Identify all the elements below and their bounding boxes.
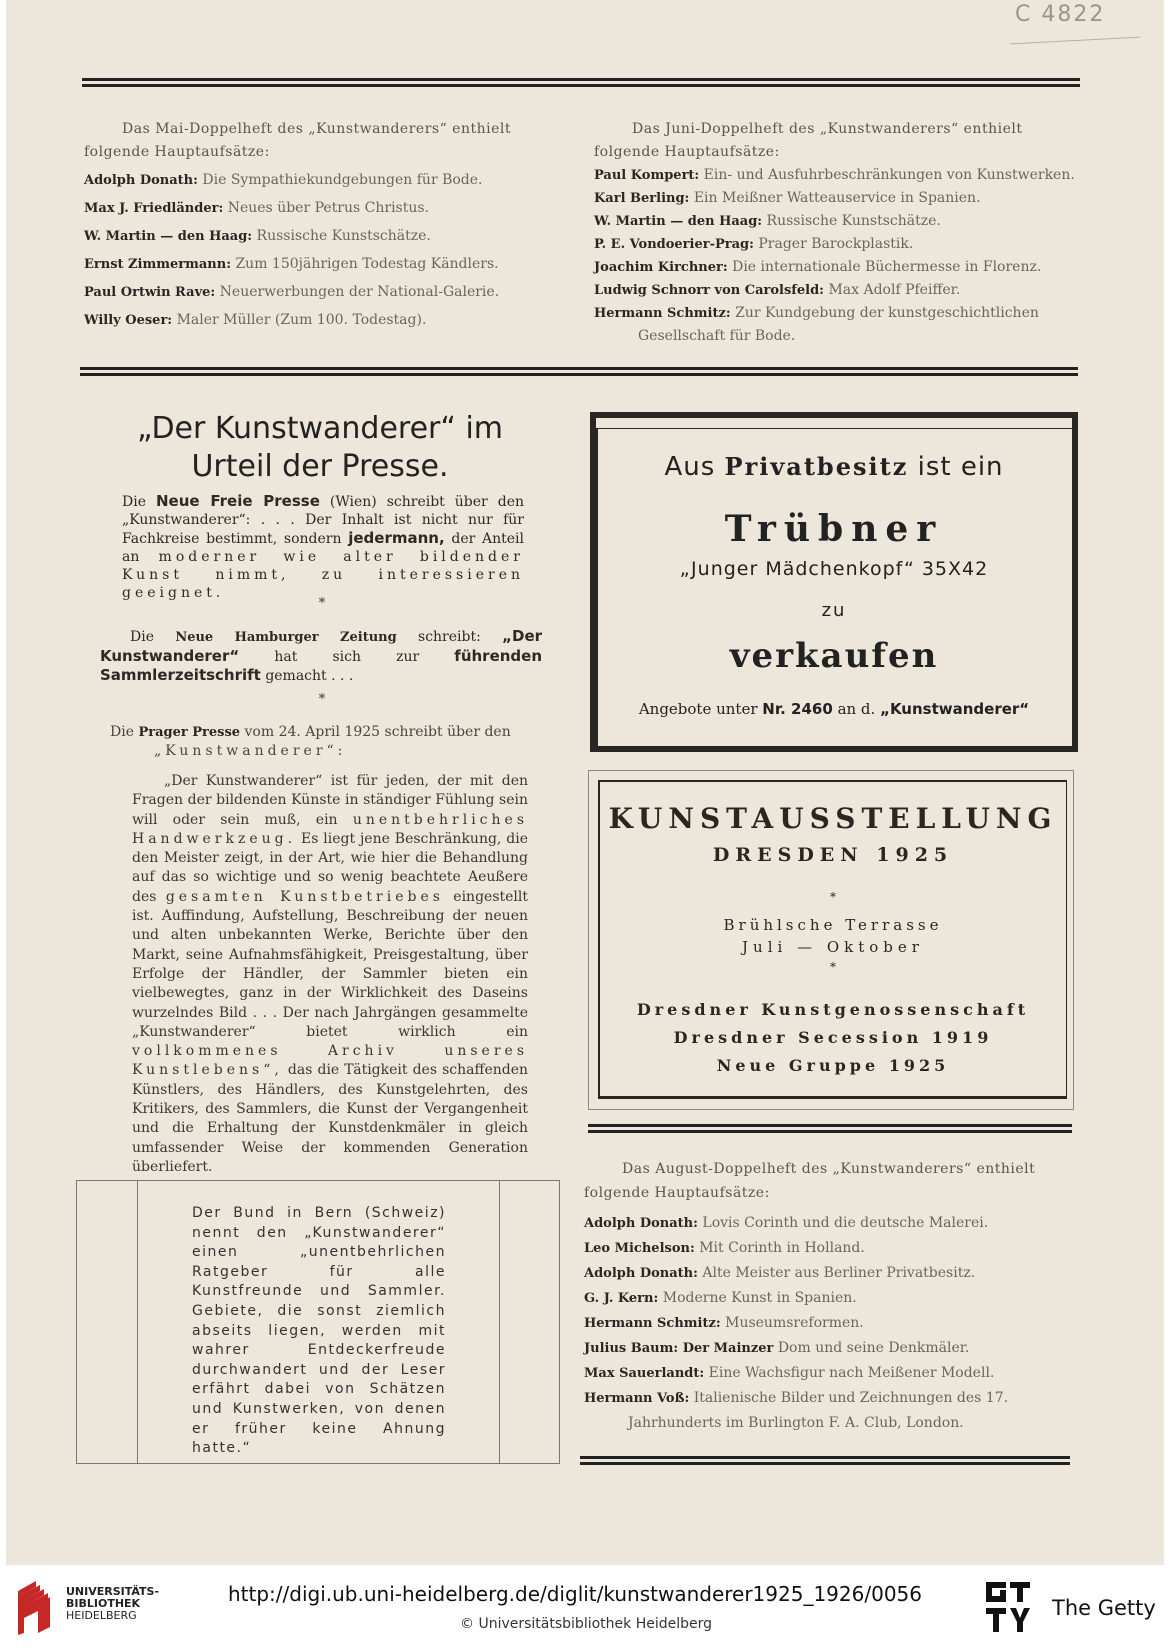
exhibition-venue: Brühlsche Terrasse bbox=[723, 916, 943, 934]
exhibition-organizer: Dresdner Kunstgenossenschaft bbox=[636, 1000, 1030, 1019]
august-item: Julius Baum: Der Mainzer Dom und seine Denkmäler. bbox=[584, 1340, 970, 1356]
ad-line-1: Aus Privatbesitz ist ein bbox=[664, 452, 1004, 482]
ad-sell: verkaufen bbox=[729, 636, 939, 676]
august-item: Hermann Schmitz: Museumsreformen. bbox=[584, 1315, 864, 1331]
june-item: Paul Kompert: Ein- und Ausfuhrbeschränkungen von Kunstwerken. bbox=[594, 167, 1075, 183]
may-issue-contents bbox=[84, 118, 572, 332]
press-heading: „Der Kunstwanderer“ im Urteil der Presse. bbox=[136, 411, 504, 484]
exhibition-dates: Juli — Oktober bbox=[742, 938, 924, 956]
exhibition-subtitle: DRESDEN 1925 bbox=[712, 844, 954, 866]
exhibition-title: KUNSTAUSSTELLUNG bbox=[608, 802, 1058, 835]
separator-star: * bbox=[830, 960, 836, 974]
separator-star: * bbox=[830, 890, 836, 904]
august-item: Adolph Donath: Lovis Corinth und die deutsche Malerei. bbox=[584, 1215, 989, 1231]
may-item: Adolph Donath: Die Sympathiekundgebungen für Bode. bbox=[84, 172, 483, 188]
ad-artist-name: Trübner bbox=[724, 508, 944, 550]
august-item: Leo Michelson: Mit Corinth in Holland. bbox=[584, 1240, 865, 1256]
august-item: Hermann Voß: Italienische Bilder und Zeichnungen des 17. Jahrhunderts im Burlington F. A. Club, London. bbox=[584, 1390, 1009, 1431]
may-item: Willy Oeser: Maler Müller (Zum 100. Todestag). bbox=[84, 312, 427, 328]
copyright-notice: © Universitätsbibliothek Heidelberg bbox=[460, 1616, 713, 1632]
may-item: W. Martin — den Haag: Russische Kunstschätze. bbox=[84, 228, 431, 244]
august-item: G. J. Kern: Moderne Kunst in Spanien. bbox=[584, 1290, 857, 1306]
june-item: P. E. Vondoerier-Prag: Prager Barockplastik. bbox=[594, 236, 914, 252]
may-intro: Das Mai-Doppelheft des „Kunstwanderers“ enthielt folgende Hauptaufsätze: bbox=[84, 121, 511, 160]
press-quote-hamburger-zeitung: Die Neue Hamburger Zeitung schreibt: „Der Kunstwanderer“ hat sich zur führenden Sammlerzeitschrift gemacht . . . bbox=[100, 627, 543, 684]
may-item: Max J. Friedländer: Neues über Petrus Christus. bbox=[84, 200, 430, 216]
june-issue-contents bbox=[594, 118, 1084, 348]
may-item: Paul Ortwin Rave: Neuerwerbungen der National-Galerie. bbox=[84, 284, 500, 300]
middle-double-rule bbox=[80, 367, 1078, 376]
august-intro: Das August-Doppelheft des „Kunstwanderers“ enthielt folgende Hauptaufsätze: bbox=[584, 1161, 1036, 1201]
june-item: Ludwig Schnorr von Carolsfeld: Max Adolf Pfeiffer. bbox=[594, 282, 961, 298]
getty-logo-icon bbox=[984, 1580, 1032, 1636]
dresden-exhibition-advertisement bbox=[598, 780, 1067, 1099]
prager-presse-quote: „Der Kunstwanderer“ ist für jeden, der mit den Fragen der bildenden Künste in ständiger Fühlung sein will oder sein muß, ein unentbehrliches Handwerkzeug. Es liegt jene Beschränkung, die den Meister zeigt, in der Art, wie hier die Behandlung auf das so wichtige und so wenig beachtete Aeußere des gesamten Kunstbetriebes eingestellt ist. Auffindung, Aufstellung, Beschreibung der neuen und alten unbekannten Werke, Berichte über den Markt, seine Aufnahmsfähigkeit, Preisgestaltung, über Erfolge der Händler, der Sammler bieten ein vielbewegtes, ganz in der Wirklichkeit des Daseins wurzelndes Bild . . . Der nach Jahrgängen gesammelte „Kunstwanderer“ bietet wirklich ein vollkommenes Archiv unseres Kunstlebens“, das die Tätigkeit des schaffenden Künstlers, des Händlers, des Kunstgelehrten, des Kritikers, des Sammlers, die Kunst der Vergangenheit und die Erhaltung der Kunstdenkmäler in gleich umfassender Weise der kommenden Generation überliefert. bbox=[132, 773, 529, 1175]
ad-offer: Angebote unter Nr. 2460 an d. „Kunstwanderer“ bbox=[638, 700, 1030, 718]
separator-star: * bbox=[318, 596, 326, 611]
ad-zu: zu bbox=[821, 600, 847, 621]
bund-quote: Der Bund in Bern (Schweiz) nennt den „Kunstwanderer“ einen „unentbehrlichen Ratgeber für alle Kunstfreunde und Sammler. Gebiete, die sonst ziemlich abseits liegen, werden mit wahrer Entdeckerfreude durchwandert und der Leser erfährt dabei von Schätzen und Kunstwerken, von denen er früher keine Ahnung hatte.“ bbox=[192, 1205, 446, 1457]
getty-label: The Getty bbox=[1052, 1596, 1156, 1620]
truebner-advertisement bbox=[590, 412, 1078, 752]
separator-star: * bbox=[318, 692, 326, 707]
august-item: Adolph Donath: Alte Meister aus Berliner Privatbesitz. bbox=[584, 1265, 976, 1281]
exhibition-organizer: Neue Gruppe 1925 bbox=[716, 1056, 950, 1075]
august-item: Max Sauerlandt: Eine Wachsfigur nach Meißener Modell. bbox=[584, 1365, 995, 1381]
bottom-double-rule bbox=[580, 1456, 1070, 1465]
june-item: Joachim Kirchner: Die internationale Büchermesse in Florenz. bbox=[594, 259, 1042, 275]
june-intro: Das Juni-Doppelheft des „Kunstwanderers“ enthielt folgende Hauptaufsätze: bbox=[594, 121, 1023, 160]
june-item: Karl Berling: Ein Meißner Watteauservice in Spanien. bbox=[594, 190, 981, 206]
handwritten-shelfmark: C 4822 bbox=[1015, 2, 1106, 27]
university-library-name: UNIVERSITÄTS- BIBLIOTHEK HEIDELBERG bbox=[66, 1585, 160, 1622]
august-top-rule bbox=[588, 1124, 1072, 1133]
permalink-url[interactable]: http://digi.ub.uni-heidelberg.de/diglit/kunstwanderer1925_1926/0056 bbox=[228, 1582, 922, 1606]
top-double-rule bbox=[82, 78, 1080, 87]
may-item: Ernst Zimmermann: Zum 150jährigen Todestag Kändlers. bbox=[84, 256, 499, 272]
june-item: W. Martin — den Haag: Russische Kunstschätze. bbox=[594, 213, 941, 229]
press-quote-prager-presse-intro: Die Prager Presse vom 24. April 1925 schreibt über den „Kunstwanderer“: bbox=[110, 724, 511, 759]
june-item: Hermann Schmitz: Zur Kundgebung der kunstgeschichtlichen Gesellschaft für Bode. bbox=[594, 305, 1039, 344]
exhibition-organizer: Dresdner Secession 1919 bbox=[673, 1028, 993, 1047]
university-library-logo-icon bbox=[14, 1577, 56, 1637]
ad-artwork: „Junger Mädchenkopf“ 35X42 bbox=[679, 558, 989, 580]
august-issue-contents bbox=[584, 1157, 1074, 1435]
press-quote-neue-freie-presse: Die Neue Freie Presse (Wien) schreibt über den „Kunstwanderer“: . . . Der Inhalt ist nicht nur für Fachkreise bestimmt, sondern jedermann, der Anteil an moderner wie alter bildender Kunst nimmt, zu interessieren geeignet. bbox=[122, 492, 525, 601]
